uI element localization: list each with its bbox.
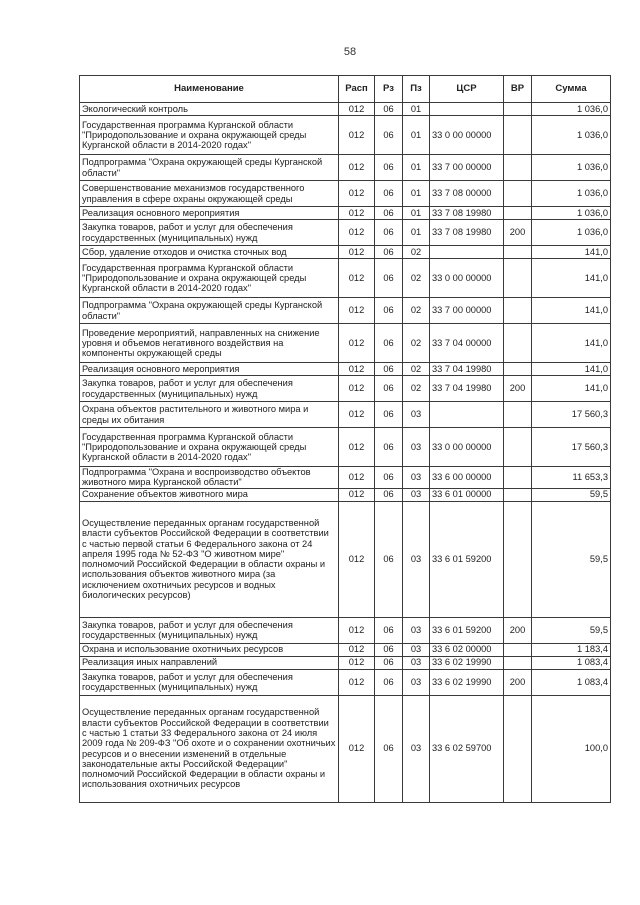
cell-pz: 01 xyxy=(403,181,430,207)
budget-table xyxy=(79,75,611,803)
cell-name: Закупка товаров, работ и услуг для обеспечения государственных (муниципальных) нужд xyxy=(80,669,339,695)
cell-name: Реализация основного мероприятия xyxy=(80,363,339,376)
cell-rz: 06 xyxy=(375,695,403,802)
cell-rz: 06 xyxy=(375,428,403,467)
cell-rasp: 012 xyxy=(339,488,375,501)
cell-name: Подпрограмма "Охрана окружающей среды Курганской области" xyxy=(80,298,339,324)
cell-name: Экологический контроль xyxy=(80,103,339,116)
cell-name: Подпрограмма "Охрана и воспроизводство объектов животного мира Курганской области" xyxy=(80,467,339,489)
cell-sum: 100,0 xyxy=(532,695,611,802)
cell-rasp: 012 xyxy=(339,363,375,376)
cell-csr: 33 6 02 19990 xyxy=(430,669,504,695)
table-row xyxy=(80,669,611,695)
cell-sum: 1 036,0 xyxy=(532,103,611,116)
cell-sum: 1 036,0 xyxy=(532,116,611,155)
cell-vr xyxy=(504,643,532,656)
cell-rasp: 012 xyxy=(339,428,375,467)
cell-pz: 03 xyxy=(403,428,430,467)
cell-pz: 02 xyxy=(403,363,430,376)
table-row xyxy=(80,324,611,363)
cell-rz: 06 xyxy=(375,103,403,116)
cell-name: Государственная программа Курганской области "Природопользование и охрана окружающей среды Курганской области в 2014-2020 годах" xyxy=(80,116,339,155)
table-row xyxy=(80,220,611,246)
cell-name: Реализация иных направлений xyxy=(80,656,339,669)
cell-name: Осуществление переданных органам государственной власти субъектов Российской Федерации в соответствии с частью 1 статьи 33 Федерального закона от 24 июля 2009 года № 209-ФЗ "Об охоте и о сохранении охотничьих ресурсов и о внесении изменений в отдельные законодательные акты Российской Федерации" полномочий Российской Федерации в области охраны и использования охотничьих ресурсов xyxy=(80,695,339,802)
cell-vr: 200 xyxy=(504,376,532,402)
cell-name: Закупка товаров, работ и услуг для обеспечения государственных (муниципальных) нужд xyxy=(80,617,339,643)
cell-rz: 06 xyxy=(375,376,403,402)
cell-name: Сбор, удаление отходов и очистка сточных вод xyxy=(80,246,339,259)
cell-pz: 02 xyxy=(403,246,430,259)
cell-pz: 01 xyxy=(403,116,430,155)
table-row xyxy=(80,103,611,116)
cell-sum: 11 653,3 xyxy=(532,467,611,489)
page-number: 58 xyxy=(343,46,357,58)
cell-rasp: 012 xyxy=(339,259,375,298)
cell-rz: 06 xyxy=(375,298,403,324)
cell-vr xyxy=(504,324,532,363)
cell-rasp: 012 xyxy=(339,656,375,669)
table-row xyxy=(80,259,611,298)
cell-sum: 1 083,4 xyxy=(532,669,611,695)
cell-vr: 200 xyxy=(504,669,532,695)
cell-name: Реализация основного мероприятия xyxy=(80,207,339,220)
cell-vr xyxy=(504,695,532,802)
cell-pz: 03 xyxy=(403,501,430,617)
cell-vr xyxy=(504,656,532,669)
header-rz: Рз xyxy=(375,76,403,103)
cell-vr xyxy=(504,402,532,428)
cell-vr xyxy=(504,155,532,181)
cell-pz: 02 xyxy=(403,376,430,402)
cell-name: Подпрограмма "Охрана окружающей среды Курганской области" xyxy=(80,155,339,181)
cell-vr xyxy=(504,207,532,220)
table-body xyxy=(80,103,611,803)
cell-csr: 33 7 04 00000 xyxy=(430,324,504,363)
cell-pz: 01 xyxy=(403,220,430,246)
header-name: Наименование xyxy=(80,76,339,103)
cell-vr xyxy=(504,116,532,155)
table-row xyxy=(80,298,611,324)
table-row xyxy=(80,363,611,376)
cell-csr: 33 6 01 59200 xyxy=(430,617,504,643)
cell-pz: 03 xyxy=(403,695,430,802)
cell-csr: 33 7 08 00000 xyxy=(430,181,504,207)
cell-csr: 33 7 04 19980 xyxy=(430,376,504,402)
cell-rasp: 012 xyxy=(339,103,375,116)
cell-rz: 06 xyxy=(375,643,403,656)
table-row xyxy=(80,488,611,501)
cell-rz: 06 xyxy=(375,324,403,363)
cell-sum: 17 560,3 xyxy=(532,402,611,428)
table-row xyxy=(80,246,611,259)
cell-rasp: 012 xyxy=(339,467,375,489)
cell-sum: 1 036,0 xyxy=(532,155,611,181)
cell-csr: 33 0 00 00000 xyxy=(430,116,504,155)
table-row xyxy=(80,643,611,656)
cell-rasp: 012 xyxy=(339,695,375,802)
cell-vr xyxy=(504,467,532,489)
cell-vr: 200 xyxy=(504,617,532,643)
cell-csr: 33 7 04 19980 xyxy=(430,363,504,376)
header-pz: Пз xyxy=(403,76,430,103)
cell-csr: 33 6 01 00000 xyxy=(430,488,504,501)
cell-name: Государственная программа Курганской области "Природопользование и охрана окружающей среды Курганской области в 2014-2020 годах" xyxy=(80,428,339,467)
cell-sum: 1 036,0 xyxy=(532,220,611,246)
table-row xyxy=(80,656,611,669)
cell-sum: 59,5 xyxy=(532,488,611,501)
cell-csr: 33 7 00 00000 xyxy=(430,298,504,324)
cell-pz: 03 xyxy=(403,643,430,656)
cell-pz: 03 xyxy=(403,402,430,428)
table-row xyxy=(80,116,611,155)
table-row xyxy=(80,402,611,428)
cell-rasp: 012 xyxy=(339,246,375,259)
cell-csr: 33 6 02 00000 xyxy=(430,643,504,656)
cell-csr: 33 7 00 00000 xyxy=(430,155,504,181)
cell-csr: 33 6 00 00000 xyxy=(430,467,504,489)
cell-sum: 59,5 xyxy=(532,501,611,617)
cell-rasp: 012 xyxy=(339,643,375,656)
cell-sum: 59,5 xyxy=(532,617,611,643)
cell-name: Охрана объектов растительного и животного мира и среды их обитания xyxy=(80,402,339,428)
header-rasp: Расп xyxy=(339,76,375,103)
cell-sum: 141,0 xyxy=(532,376,611,402)
table-row xyxy=(80,181,611,207)
cell-sum: 141,0 xyxy=(532,259,611,298)
cell-vr xyxy=(504,181,532,207)
cell-sum: 1 036,0 xyxy=(532,207,611,220)
cell-sum: 1 183,4 xyxy=(532,643,611,656)
cell-pz: 01 xyxy=(403,103,430,116)
cell-rasp: 012 xyxy=(339,155,375,181)
cell-pz: 03 xyxy=(403,467,430,489)
cell-pz: 02 xyxy=(403,324,430,363)
cell-rz: 06 xyxy=(375,656,403,669)
cell-rz: 06 xyxy=(375,181,403,207)
cell-sum: 17 560,3 xyxy=(532,428,611,467)
cell-rz: 06 xyxy=(375,220,403,246)
table-row xyxy=(80,428,611,467)
table-row xyxy=(80,501,611,617)
cell-rasp: 012 xyxy=(339,376,375,402)
cell-rasp: 012 xyxy=(339,617,375,643)
cell-pz: 03 xyxy=(403,488,430,501)
cell-rz: 06 xyxy=(375,488,403,501)
cell-vr xyxy=(504,246,532,259)
cell-csr: 33 7 08 19980 xyxy=(430,207,504,220)
cell-rz: 06 xyxy=(375,207,403,220)
cell-rasp: 012 xyxy=(339,669,375,695)
cell-name: Закупка товаров, работ и услуг для обеспечения государственных (муниципальных) нужд xyxy=(80,376,339,402)
cell-rasp: 012 xyxy=(339,501,375,617)
cell-name: Сохранение объектов животного мира xyxy=(80,488,339,501)
cell-csr: 33 6 02 19990 xyxy=(430,656,504,669)
cell-vr xyxy=(504,501,532,617)
cell-pz: 03 xyxy=(403,656,430,669)
cell-vr xyxy=(504,259,532,298)
cell-rasp: 012 xyxy=(339,116,375,155)
cell-rz: 06 xyxy=(375,467,403,489)
cell-rasp: 012 xyxy=(339,298,375,324)
cell-vr xyxy=(504,488,532,501)
cell-rasp: 012 xyxy=(339,324,375,363)
header-csr: ЦСР xyxy=(430,76,504,103)
cell-vr xyxy=(504,298,532,324)
cell-name: Охрана и использование охотничьих ресурсов xyxy=(80,643,339,656)
cell-sum: 1 083,4 xyxy=(532,656,611,669)
table-row xyxy=(80,695,611,802)
header-vr: ВР xyxy=(504,76,532,103)
table-row xyxy=(80,467,611,489)
cell-rz: 06 xyxy=(375,669,403,695)
header-sum: Сумма xyxy=(532,76,611,103)
cell-vr xyxy=(504,363,532,376)
cell-rasp: 012 xyxy=(339,207,375,220)
cell-rz: 06 xyxy=(375,617,403,643)
table-row xyxy=(80,155,611,181)
cell-rasp: 012 xyxy=(339,402,375,428)
cell-pz: 02 xyxy=(403,259,430,298)
cell-rz: 06 xyxy=(375,259,403,298)
table-row xyxy=(80,617,611,643)
cell-csr xyxy=(430,103,504,116)
cell-rz: 06 xyxy=(375,402,403,428)
cell-csr: 33 0 00 00000 xyxy=(430,259,504,298)
cell-name: Государственная программа Курганской области "Природопользование и охрана окружающей среды Курганской области в 2014-2020 годах" xyxy=(80,259,339,298)
cell-pz: 01 xyxy=(403,207,430,220)
cell-rz: 06 xyxy=(375,155,403,181)
cell-vr: 200 xyxy=(504,220,532,246)
cell-sum: 141,0 xyxy=(532,298,611,324)
cell-csr xyxy=(430,246,504,259)
cell-pz: 02 xyxy=(403,298,430,324)
table-header-row xyxy=(80,76,611,103)
cell-rasp: 012 xyxy=(339,181,375,207)
cell-csr: 33 7 08 19980 xyxy=(430,220,504,246)
cell-csr: 33 6 01 59200 xyxy=(430,501,504,617)
cell-csr: 33 0 00 00000 xyxy=(430,428,504,467)
cell-name: Проведение мероприятий, направленных на снижение уровня и объемов негативного воздействия на компоненты окружающей среды xyxy=(80,324,339,363)
table-row xyxy=(80,207,611,220)
cell-rz: 06 xyxy=(375,246,403,259)
cell-rz: 06 xyxy=(375,363,403,376)
cell-csr xyxy=(430,402,504,428)
cell-pz: 03 xyxy=(403,669,430,695)
table-row xyxy=(80,376,611,402)
cell-csr: 33 6 02 59700 xyxy=(430,695,504,802)
cell-rasp: 012 xyxy=(339,220,375,246)
cell-pz: 01 xyxy=(403,155,430,181)
cell-vr xyxy=(504,428,532,467)
cell-vr xyxy=(504,103,532,116)
cell-name: Осуществление переданных органам государственной власти субъектов Российской Федерации в соответствии с частью первой статьи 6 Федерального закона от 24 апреля 1995 года № 52-ФЗ "О животном мире" полномочий Российской Федерации в области охраны и использования объектов животного мира (за исключением охотничьих ресурсов и водных биологических ресурсов) xyxy=(80,501,339,617)
cell-rz: 06 xyxy=(375,116,403,155)
cell-name: Закупка товаров, работ и услуг для обеспечения государственных (муниципальных) нужд xyxy=(80,220,339,246)
cell-name: Совершенствование механизмов государственного управления в сфере охраны окружающей среды xyxy=(80,181,339,207)
cell-sum: 141,0 xyxy=(532,363,611,376)
cell-pz: 03 xyxy=(403,617,430,643)
cell-rz: 06 xyxy=(375,501,403,617)
cell-sum: 141,0 xyxy=(532,246,611,259)
cell-sum: 1 036,0 xyxy=(532,181,611,207)
cell-sum: 141,0 xyxy=(532,324,611,363)
